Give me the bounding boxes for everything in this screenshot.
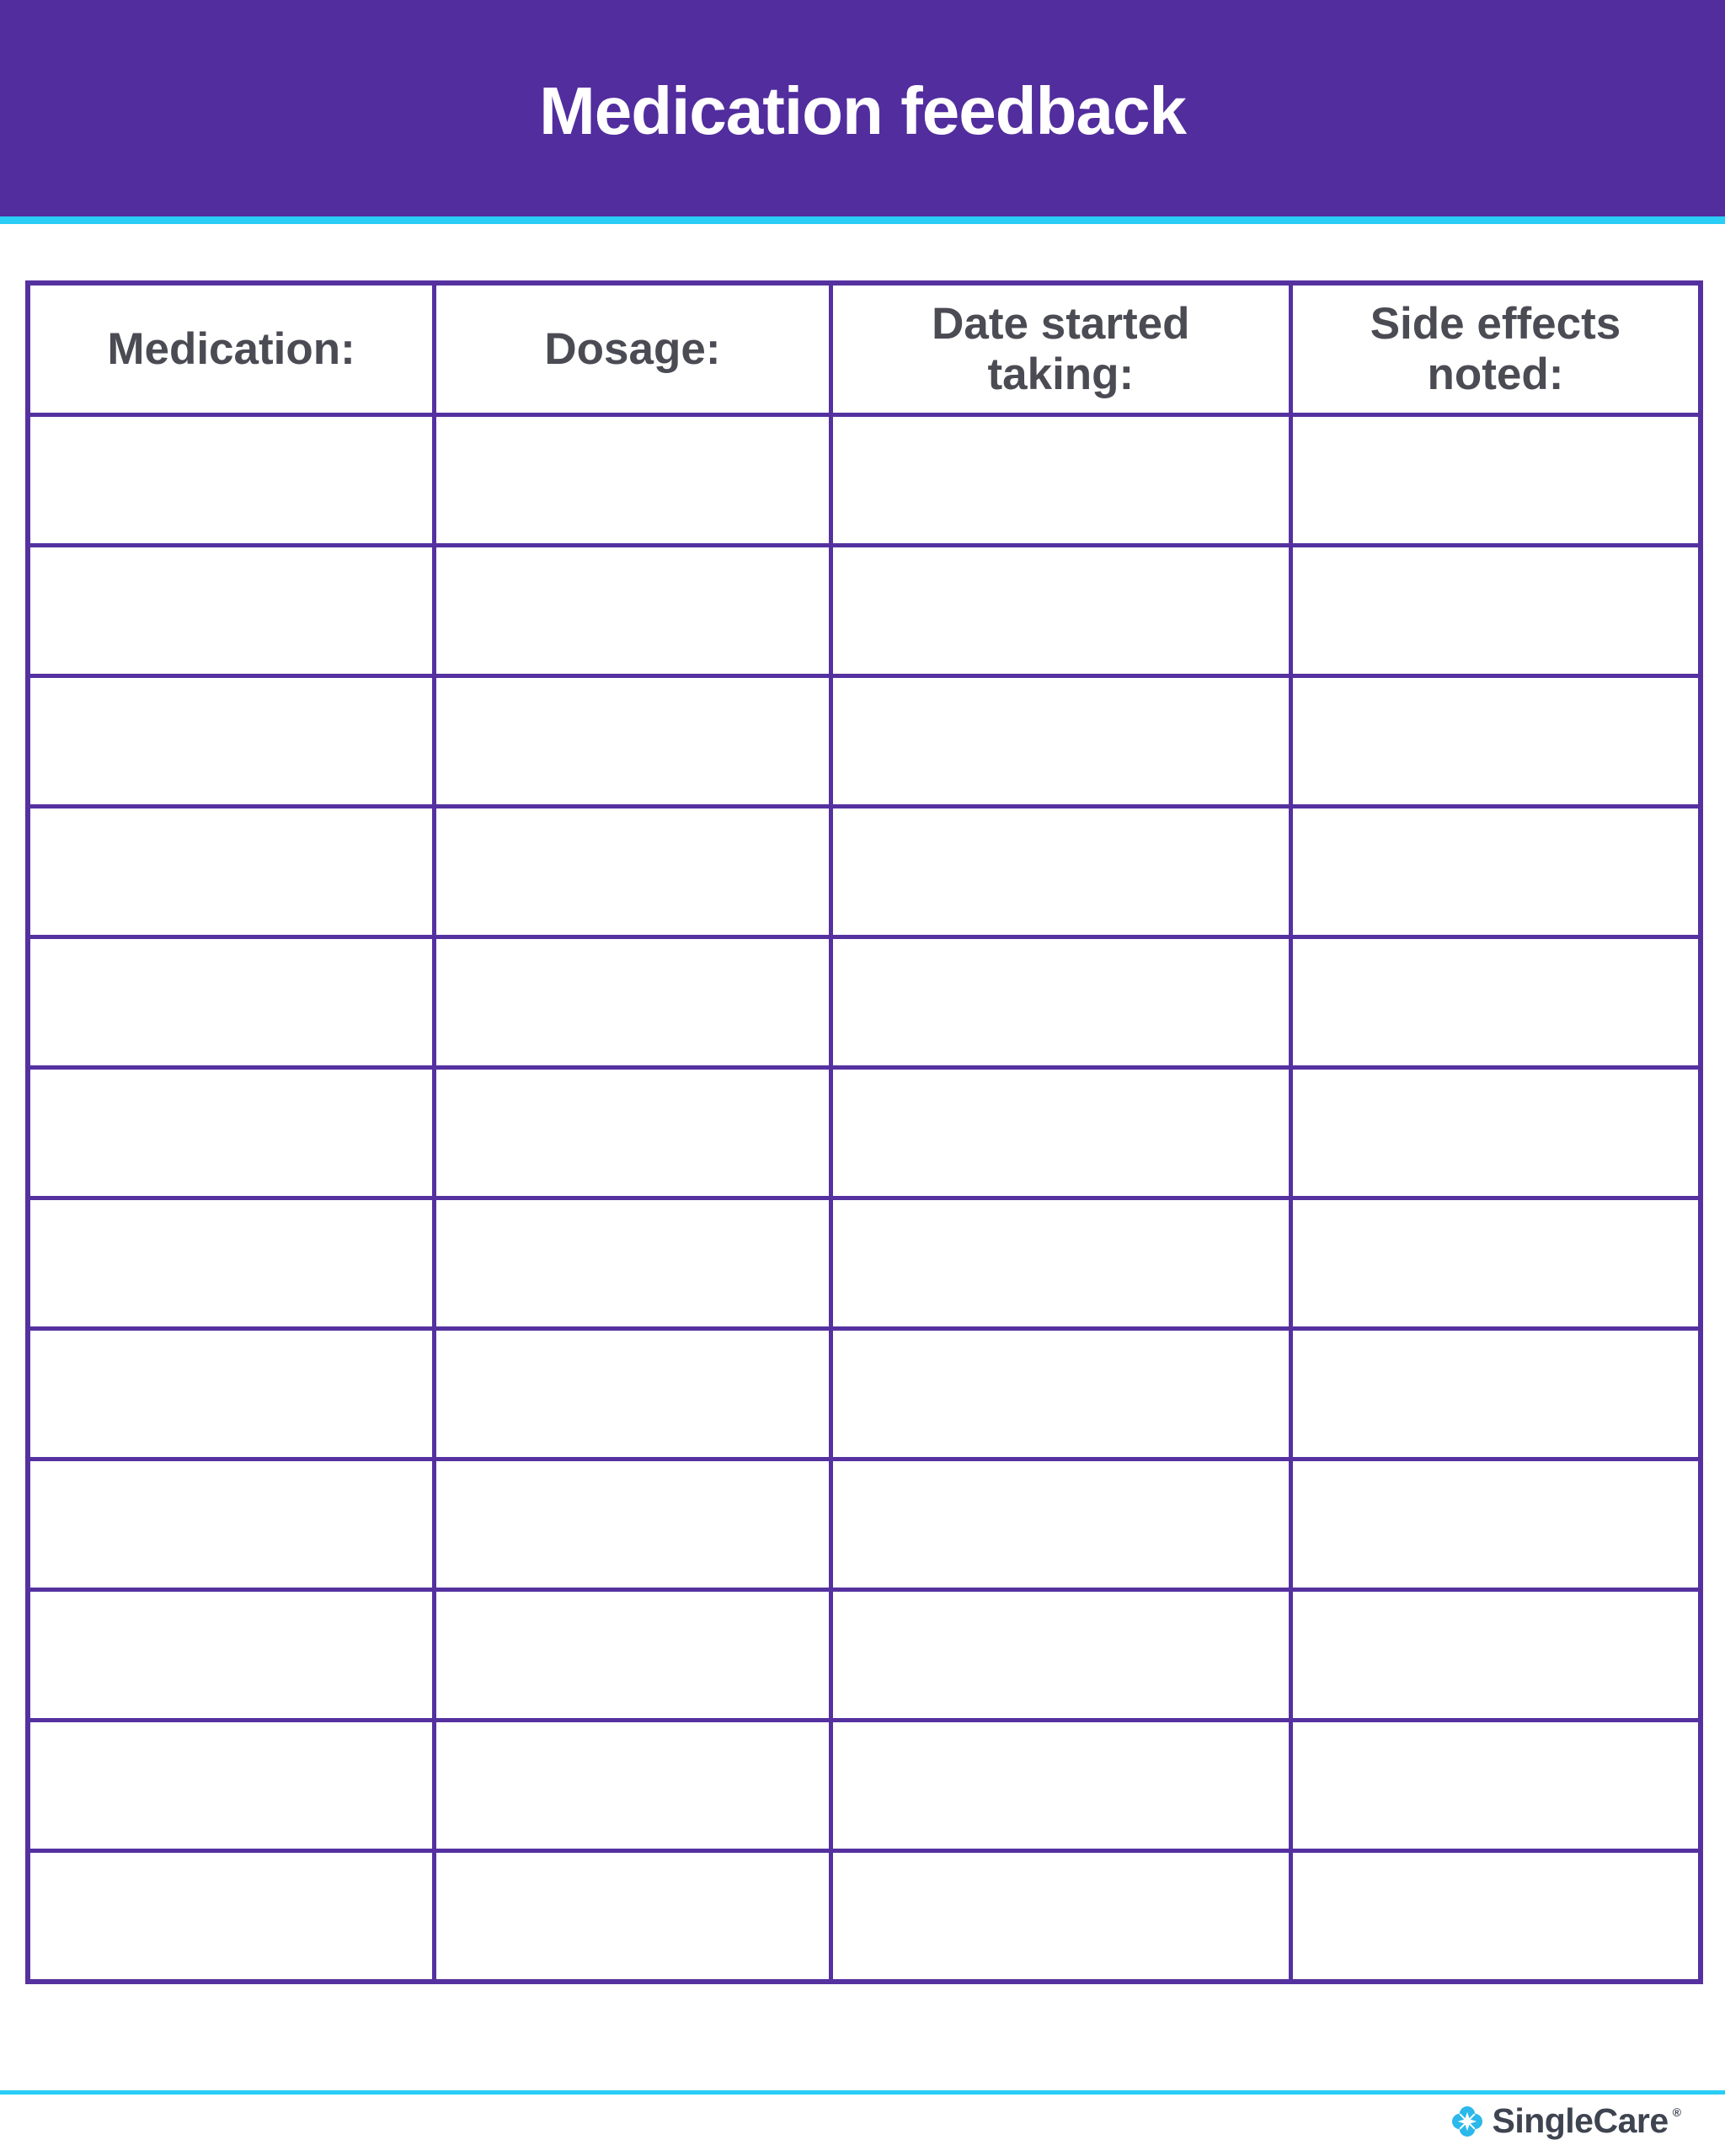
- registered-trademark-symbol: ®: [1672, 2105, 1681, 2119]
- column-header-label: Medication:: [107, 323, 355, 374]
- table-cell-empty[interactable]: [1290, 1721, 1701, 1851]
- table-cell-empty[interactable]: [28, 807, 435, 937]
- table-cell-empty[interactable]: [830, 1721, 1290, 1851]
- table-cell-empty[interactable]: [435, 937, 831, 1068]
- table-cell-empty[interactable]: [28, 546, 435, 676]
- table-cell-empty[interactable]: [1290, 1851, 1701, 1983]
- page-title: Medication feedback: [539, 72, 1186, 148]
- table-cell-empty[interactable]: [830, 415, 1290, 546]
- column-header-label: taking:: [987, 349, 1135, 399]
- table-cell-empty[interactable]: [28, 415, 435, 546]
- table-row: [28, 1068, 1701, 1198]
- footer-accent-line: [0, 2090, 1725, 2095]
- table-cell-empty[interactable]: [28, 937, 435, 1068]
- singlecare-logo: [1450, 2101, 1681, 2140]
- table-row: [28, 1851, 1701, 1983]
- table-cell-empty[interactable]: [435, 676, 831, 807]
- table-cell-empty[interactable]: [1290, 1460, 1701, 1590]
- table-row: [28, 1590, 1701, 1721]
- table-row: [28, 546, 1701, 676]
- table-cell-empty[interactable]: [1290, 1068, 1701, 1198]
- table-body: [28, 415, 1701, 1983]
- table-row: [28, 1721, 1701, 1851]
- table-cell-empty[interactable]: [1290, 1590, 1701, 1721]
- table-cell-empty[interactable]: [830, 546, 1290, 676]
- table-cell-empty[interactable]: [830, 1198, 1290, 1329]
- table-cell-empty[interactable]: [1290, 546, 1701, 676]
- table-cell-empty[interactable]: [28, 1460, 435, 1590]
- column-header-medication: [28, 283, 435, 415]
- header-accent-line: [0, 216, 1725, 224]
- column-header-dosage: [435, 283, 831, 415]
- table-header-row: [28, 283, 1701, 415]
- table-cell-empty[interactable]: [1290, 415, 1701, 546]
- table-cell-empty[interactable]: [830, 1851, 1290, 1983]
- table-cell-empty[interactable]: [830, 676, 1290, 807]
- table-cell-empty[interactable]: [435, 1329, 831, 1460]
- table-cell-empty[interactable]: [435, 1460, 831, 1590]
- table-cell-empty[interactable]: [1290, 1198, 1701, 1329]
- header-banner: [0, 0, 1725, 216]
- table-cell-empty[interactable]: [830, 1068, 1290, 1198]
- medication-table: [25, 280, 1703, 1984]
- table-row: [28, 676, 1701, 807]
- singlecare-logo-text: SingleCare: [1492, 2101, 1669, 2140]
- table-row: [28, 937, 1701, 1068]
- column-header-date-started: [830, 283, 1290, 415]
- table-cell-empty[interactable]: [435, 546, 831, 676]
- table-row: [28, 415, 1701, 546]
- table-cell-empty[interactable]: [435, 1198, 831, 1329]
- table-cell-empty[interactable]: [435, 415, 831, 546]
- table-row: [28, 1198, 1701, 1329]
- table-row: [28, 807, 1701, 937]
- table-cell-empty[interactable]: [28, 1198, 435, 1329]
- table-cell-empty[interactable]: [830, 807, 1290, 937]
- table-cell-empty[interactable]: [435, 807, 831, 937]
- table-row: [28, 1460, 1701, 1590]
- column-header-label: noted:: [1427, 349, 1564, 399]
- table-cell-empty[interactable]: [1290, 676, 1701, 807]
- column-header-label: Dosage:: [544, 323, 721, 374]
- table-cell-empty[interactable]: [830, 1460, 1290, 1590]
- table-cell-empty[interactable]: [435, 1721, 831, 1851]
- table-cell-empty[interactable]: [830, 1329, 1290, 1460]
- table-cell-empty[interactable]: [435, 1068, 831, 1198]
- table-container: [25, 280, 1703, 1984]
- table-cell-empty[interactable]: [28, 1590, 435, 1721]
- table-cell-empty[interactable]: [1290, 807, 1701, 937]
- column-header-side-effects: [1290, 283, 1701, 415]
- table-cell-empty[interactable]: [435, 1590, 831, 1721]
- table-cell-empty[interactable]: [28, 676, 435, 807]
- table-cell-empty[interactable]: [830, 937, 1290, 1068]
- column-header-label: Date started: [932, 298, 1190, 349]
- table-cell-empty[interactable]: [28, 1851, 435, 1983]
- table-cell-empty[interactable]: [28, 1721, 435, 1851]
- table-cell-empty[interactable]: [28, 1068, 435, 1198]
- column-header-label: Side effects: [1370, 298, 1621, 349]
- table-row: [28, 1329, 1701, 1460]
- table-cell-empty[interactable]: [435, 1851, 831, 1983]
- table-cell-empty[interactable]: [830, 1590, 1290, 1721]
- table-cell-empty[interactable]: [28, 1329, 435, 1460]
- singlecare-clover-icon: [1450, 2105, 1484, 2138]
- table-cell-empty[interactable]: [1290, 937, 1701, 1068]
- table-cell-empty[interactable]: [1290, 1329, 1701, 1460]
